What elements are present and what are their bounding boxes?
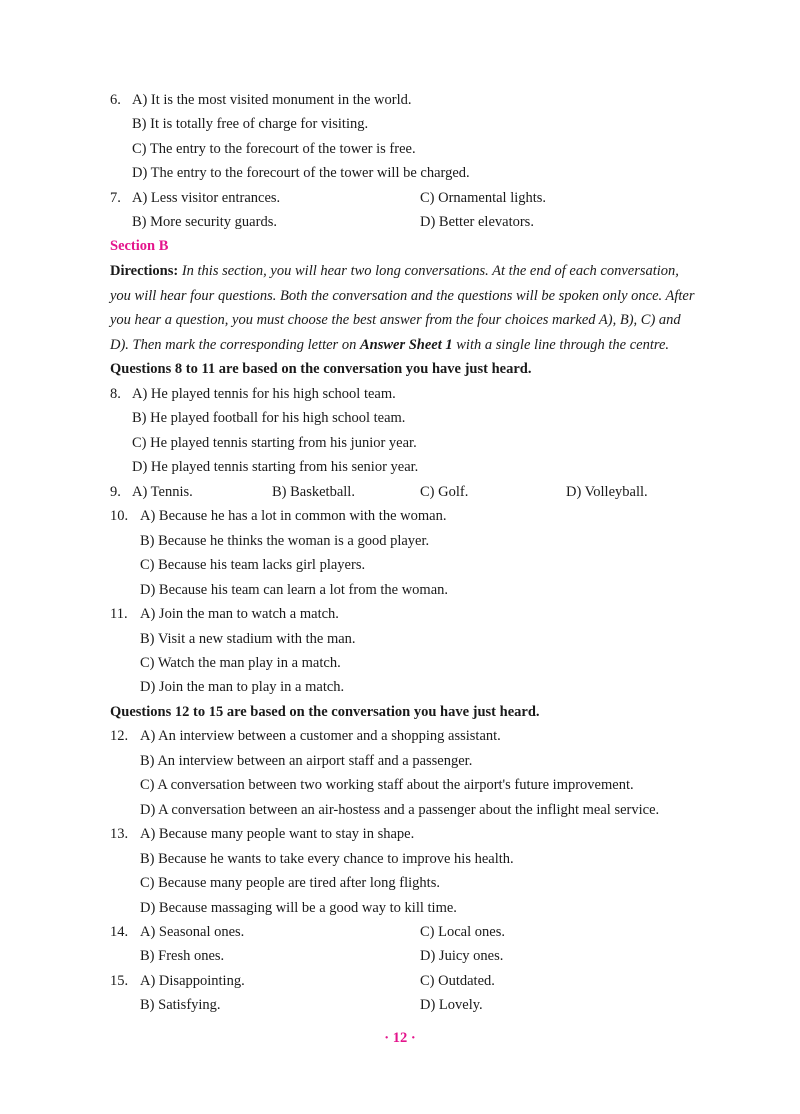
section-b-title: Section B [110,238,169,254]
q7-option-d: D) Better elevators. [420,214,534,230]
q11-option-b: B) Visit a new stadium with the man. [140,631,356,647]
q6-option-b: B) It is totally free of charge for visiting. [132,116,369,132]
q11-option-c: C) Watch the man play in a match. [140,655,341,671]
question-8-number: 8. [110,386,121,402]
q13-option-a: A) Because many people want to stay in shape. [140,826,415,842]
q7-option-c: C) Ornamental lights. [420,190,547,206]
q9-option-d: D) Volleyball. [566,484,648,500]
question-11-number: 11. [110,606,128,622]
q15-option-c: C) Outdated. [420,973,495,989]
q13-option-b: B) Because he wants to take every chance to improve his health. [140,851,514,867]
directions-text-1: In this section, you will hear two long conversations. At the end of each conversation, [178,263,679,279]
q15-option-a: A) Disappointing. [140,973,245,989]
directions-label: Directions: [110,263,179,279]
q9-option-a: A) Tennis. [132,484,193,500]
question-12-number: 12. [110,728,129,744]
q7-option-a: A) Less visitor entrances. [132,190,281,206]
directions-line-2: you will hear four questions. Both the conversation and the questions will be spoken only once. After [110,288,695,304]
question-13-number: 13. [110,826,129,842]
q13-option-d: D) Because massaging will be a good way to kill time. [140,900,457,916]
directions-text-4: D). Then mark the corresponding letter on [110,337,360,353]
q12-option-c: C) A conversation between two working staff about the airport's future improvement. [140,777,634,793]
questions-12-15-header: Questions 12 to 15 are based on the conversation you have just heard. [110,704,540,720]
page-number: · 12 · [384,1030,416,1046]
questions-8-11-header: Questions 8 to 11 are based on the conversation you have just heard. [110,361,532,377]
q9-option-b: B) Basketball. [272,484,355,500]
q14-option-c: C) Local ones. [420,924,505,940]
q8-option-a: A) He played tennis for his high school team. [132,386,396,402]
q9-option-c: C) Golf. [420,484,469,500]
q12-option-b: B) An interview between an airport staff and a passenger. [140,753,473,769]
q12-option-a: A) An interview between a customer and a shopping assistant. [140,728,501,744]
question-9-number: 9. [110,484,121,500]
q14-option-a: A) Seasonal ones. [140,924,245,940]
q11-option-d: D) Join the man to play in a match. [140,679,345,695]
q15-option-b: B) Satisfying. [140,997,221,1013]
q6-option-c: C) The entry to the forecourt of the tower is free. [132,141,416,157]
question-6-number: 6. [110,92,121,108]
q10-option-d: D) Because his team can learn a lot from the woman. [140,582,449,598]
q10-option-a: A) Because he has a lot in common with the woman. [140,508,447,524]
q8-option-b: B) He played football for his high school team. [132,410,406,426]
q8-option-d: D) He played tennis starting from his senior year. [132,459,419,475]
question-7-number: 7. [110,190,121,206]
answer-sheet-label: Answer Sheet 1 [359,337,453,353]
q8-option-c: C) He played tennis starting from his junior year. [132,435,417,451]
q11-option-a: A) Join the man to watch a match. [140,606,339,622]
q12-option-d: D) A conversation between an air-hostess and a passenger about the inflight meal service. [140,802,660,818]
question-14-number: 14. [110,924,129,940]
q15-option-d: D) Lovely. [420,997,483,1013]
q7-option-b: B) More security guards. [132,214,277,230]
directions-line-4 [110,335,669,355]
q14-option-d: D) Juicy ones. [420,948,504,964]
question-15-number: 15. [110,973,129,989]
directions-end: with a single line through the centre. [452,337,670,353]
directions-line-1 [110,261,679,281]
question-10-number: 10. [110,508,129,524]
directions-line-3: you hear a question, you must choose the best answer from the four choices marked A), B), C) and [110,312,681,328]
q10-option-b: B) Because he thinks the woman is a good player. [140,533,430,549]
q13-option-c: C) Because many people are tired after long flights. [140,875,440,891]
q6-option-a: A) It is the most visited monument in the world. [132,92,412,108]
q10-option-c: C) Because his team lacks girl players. [140,557,366,573]
q6-option-d: D) The entry to the forecourt of the tower will be charged. [132,165,470,181]
q14-option-b: B) Fresh ones. [140,948,225,964]
